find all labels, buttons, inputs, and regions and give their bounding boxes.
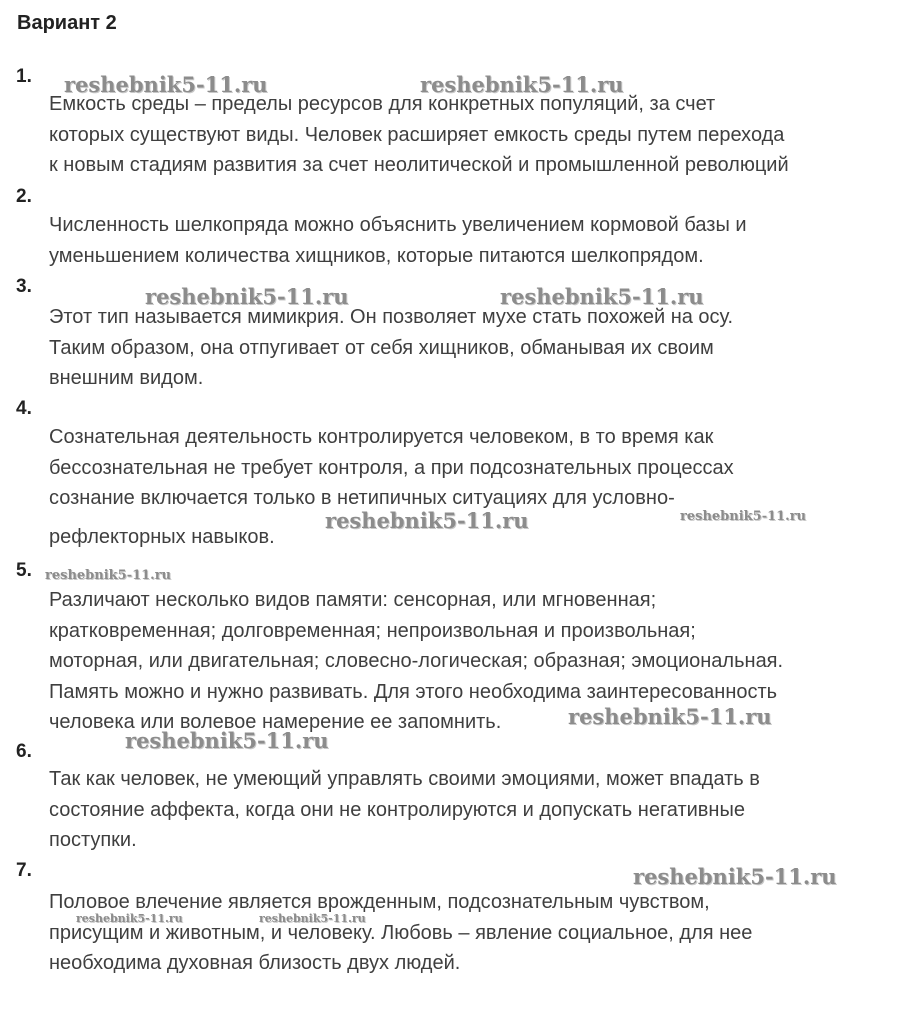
answer-line: кратковременная; долговременная; непроизвольная и произвольная; bbox=[49, 619, 696, 642]
answer-line: Память можно и нужно развивать. Для этого необходима заинтересованность bbox=[49, 680, 778, 703]
answer-line: внешним видом. bbox=[49, 367, 204, 389]
watermark: reshebnik5-11.ru bbox=[500, 284, 704, 309]
answer-number-6: 6. bbox=[16, 741, 32, 762]
answer-line: к новым стадиям развития за счет неолитической и промышленной революций bbox=[49, 154, 789, 176]
watermark: reshebnik5-11.ru bbox=[64, 72, 268, 97]
answer-number-4: 4. bbox=[16, 398, 32, 419]
answer-line: присущим и животным, и человеку. Любовь – явление социальное, для нее bbox=[49, 921, 753, 944]
answer-line: человека или волевое намерение ее запомнить. bbox=[49, 711, 502, 733]
answer-line: Сознательная деятельность контролируется человеком, в то время как bbox=[49, 426, 714, 448]
answer-line: уменьшением количества хищников, которые питаются шелкопрядом. bbox=[49, 244, 704, 267]
watermark: reshebnik5-11.ru bbox=[325, 508, 529, 533]
answer-number-2: 2. bbox=[16, 186, 32, 207]
answer-line: Различают несколько видов памяти: сенсорная, или мгновенная; bbox=[49, 589, 657, 611]
watermark: reshebnik5-11.ru bbox=[125, 728, 329, 753]
watermark: reshebnik5-11.ru bbox=[680, 509, 807, 524]
answer-line: бессознательная не требует контроля, а при подсознательных процессах bbox=[49, 456, 734, 479]
answer-line: Численность шелкопряда можно объяснить увеличением кормовой базы и bbox=[49, 214, 747, 236]
answer-text-2 bbox=[49, 210, 899, 271]
answer-number-5: 5. bbox=[16, 560, 32, 581]
watermark: reshebnik5-11.ru bbox=[568, 704, 772, 729]
watermark: reshebnik5-11.ru bbox=[633, 864, 837, 889]
answer-line: поступки. bbox=[49, 829, 137, 851]
answer-text-6 bbox=[49, 764, 899, 856]
answer-text-7 bbox=[49, 887, 899, 979]
watermark: reshebnik5-11.ru bbox=[145, 284, 349, 309]
answer-line: Этот тип называется мимикрия. Он позволяет мухе стать похожей на осу. bbox=[49, 306, 734, 328]
answer-line: состояние аффекта, когда они не контролируются и допускать негативные bbox=[49, 798, 745, 821]
answer-number-7: 7. bbox=[16, 860, 32, 881]
answer-line: моторная, или двигательная; словесно-логическая; образная; эмоциональная. bbox=[49, 650, 784, 672]
watermark: reshebnik5-11.ru bbox=[76, 912, 183, 925]
watermark: reshebnik5-11.ru bbox=[259, 912, 366, 925]
page-title: Вариант 2 bbox=[17, 12, 117, 34]
watermark: reshebnik5-11.ru bbox=[45, 568, 172, 583]
answer-line: которых существуют виды. Человек расширяет емкость среды путем перехода bbox=[49, 123, 785, 146]
answer-text-1 bbox=[49, 89, 899, 181]
answer-text-3 bbox=[49, 302, 899, 394]
answer-line: Емкость среды – пределы ресурсов для конкретных популяций, за счет bbox=[49, 93, 716, 115]
answer-line: сознание включается только в нетипичных ситуациях для условно- bbox=[49, 487, 675, 509]
answer-line: Таким образом, она отпугивает от себя хищников, обманывая их своим bbox=[49, 336, 714, 359]
answer-line: необходима духовная близость двух людей. bbox=[49, 952, 461, 974]
watermark: reshebnik5-11.ru bbox=[420, 72, 624, 97]
answer-number-3: 3. bbox=[16, 276, 32, 297]
answer-number-1: 1. bbox=[16, 66, 32, 87]
answer-line: рефлекторных навыков. bbox=[49, 525, 275, 548]
answer-line: Так как человек, не умеющий управлять своими эмоциями, может впадать в bbox=[49, 768, 760, 790]
answer-line: Половое влечение является врожденным, подсознательным чувством, bbox=[49, 891, 710, 913]
